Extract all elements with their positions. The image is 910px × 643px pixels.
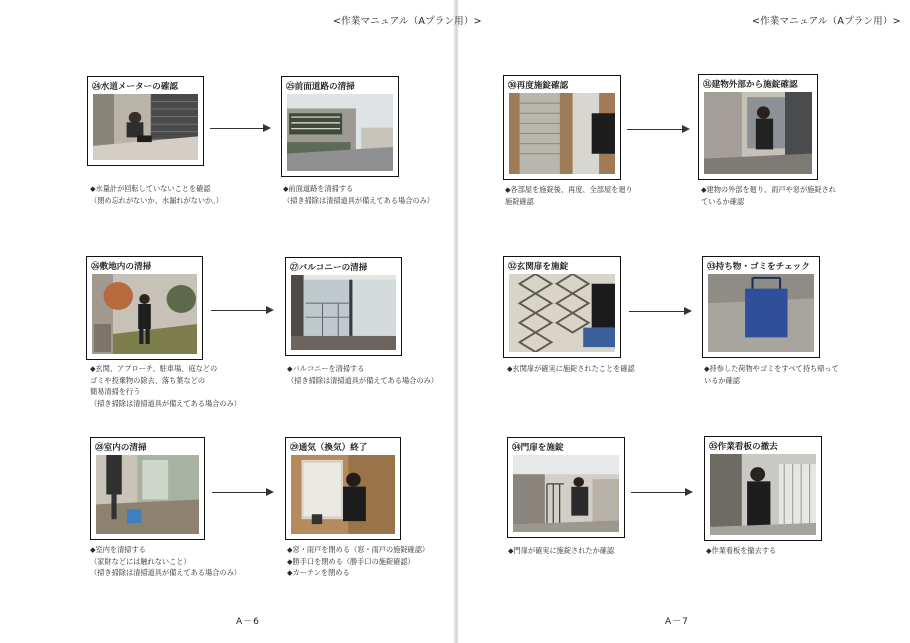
step-title: ㉛建物外部から施錠確認 (703, 80, 798, 90)
step-title: ㉕前面道路の清掃 (286, 82, 355, 92)
step-caption-indoor-cleaning: ◆室内を清掃する （家財などには触れないこと） （掃き掃除は清掃道具が備えてある場合のみ） (90, 545, 241, 577)
step-title: ㉙通気（換気）終了 (290, 443, 368, 453)
step-caption-belongings-check: ◆持参した荷物やゴミをすべて持ち帰って いるか確認 (704, 364, 839, 385)
step-card-recheck-locks (503, 75, 621, 180)
step-card-indoor-cleaning (90, 437, 205, 540)
flow-arrow (211, 305, 274, 315)
step-caption-site-cleaning: ◆玄関、アプローチ、駐車場、庭などの ゴミや投棄物の除去、落ち葉などの 簡易清掃を行う （掃き掃除は清掃道具が備えてある場合のみ） (90, 364, 241, 408)
step-photo-balcony (291, 275, 396, 350)
step-title: ㉝持ち物・ゴミをチェック (707, 262, 810, 272)
step-card-lock-front-door (503, 256, 621, 358)
step-card-site-cleaning (86, 256, 203, 360)
step-caption-front-road: ◆前面道路を清掃する （掃き掃除は清掃道具が備えてある場合のみ） (283, 184, 434, 205)
flow-arrow (212, 487, 274, 497)
step-title: ㉚再度施錠確認 (508, 81, 569, 91)
step-caption-lock-front-door: ◆玄関扉が確実に施錠されたことを確認 (507, 364, 635, 373)
step-photo-front-road (287, 94, 393, 171)
step-card-front-road (281, 76, 399, 177)
step-photo-water-meter (93, 94, 198, 160)
right-page (455, 0, 910, 643)
step-photo-recheck-locks (509, 93, 615, 174)
step-title: ㉞門扉を施錠 (512, 443, 564, 453)
step-photo-lock-front-door (509, 274, 615, 352)
step-caption-exterior-lock-check: ◆建物の外部を廻り、雨戸や窓が施錠され ているか確認 (701, 185, 836, 206)
flow-arrow (629, 306, 692, 316)
step-photo-site-cleaning (92, 274, 197, 354)
step-card-remove-sign (704, 436, 822, 541)
step-title: ㉜玄関扉を施錠 (508, 262, 569, 272)
flow-arrow (210, 123, 271, 133)
step-photo-exterior-lock-check (704, 92, 812, 174)
step-photo-lock-gate (513, 455, 619, 532)
step-caption-ventilation-end: ◆窓・雨戸を閉める（窓・雨戸の施錠確認） ◆勝手口を閉める（勝手口の施錠確認） ◆カーテンを閉める (287, 545, 430, 577)
step-photo-indoor-cleaning (96, 455, 199, 534)
step-caption-lock-gate: ◆門扉が確実に施錠されたか確認 (508, 546, 615, 555)
step-title: ㉟作業看板の撤去 (709, 442, 778, 452)
step-photo-belongings-check (708, 274, 814, 352)
step-card-balcony (285, 257, 402, 356)
step-title: ㉖敷地内の清掃 (91, 262, 152, 272)
step-photo-ventilation-end (291, 455, 395, 534)
step-card-lock-gate (507, 437, 625, 538)
step-caption-water-meter: ◆水量計が回転していないことを確認 （閉め忘れがないか、水漏れがないか。） (90, 184, 223, 205)
step-title: ㉗バルコニーの清掃 (290, 263, 368, 273)
step-card-belongings-check (702, 256, 820, 358)
step-title: ㉘室内の清掃 (95, 443, 147, 453)
step-card-ventilation-end (285, 437, 401, 540)
step-caption-remove-sign: ◆作業看板を撤去する (706, 546, 777, 555)
step-card-exterior-lock-check (698, 74, 818, 180)
step-caption-balcony: ◆バルコニーを清掃する （掃き掃除は清掃道具が備えてある場合のみ） (287, 364, 438, 385)
page-footer: A－7 (665, 617, 689, 627)
step-title: ㉔水道メーターの確認 (92, 82, 178, 92)
page-header: <作業マニュアル（Aプラン用）> (752, 16, 901, 27)
page-footer: A－6 (236, 617, 260, 627)
step-caption-recheck-locks: ◆各部屋を施錠後、再度、全部屋を廻り 施錠確認 (505, 185, 633, 206)
step-photo-remove-sign (710, 454, 816, 535)
flow-arrow (627, 124, 690, 134)
step-card-water-meter (87, 76, 204, 166)
page-header: <作業マニュアル（Aプラン用）> (333, 16, 482, 27)
flow-arrow (631, 487, 693, 497)
